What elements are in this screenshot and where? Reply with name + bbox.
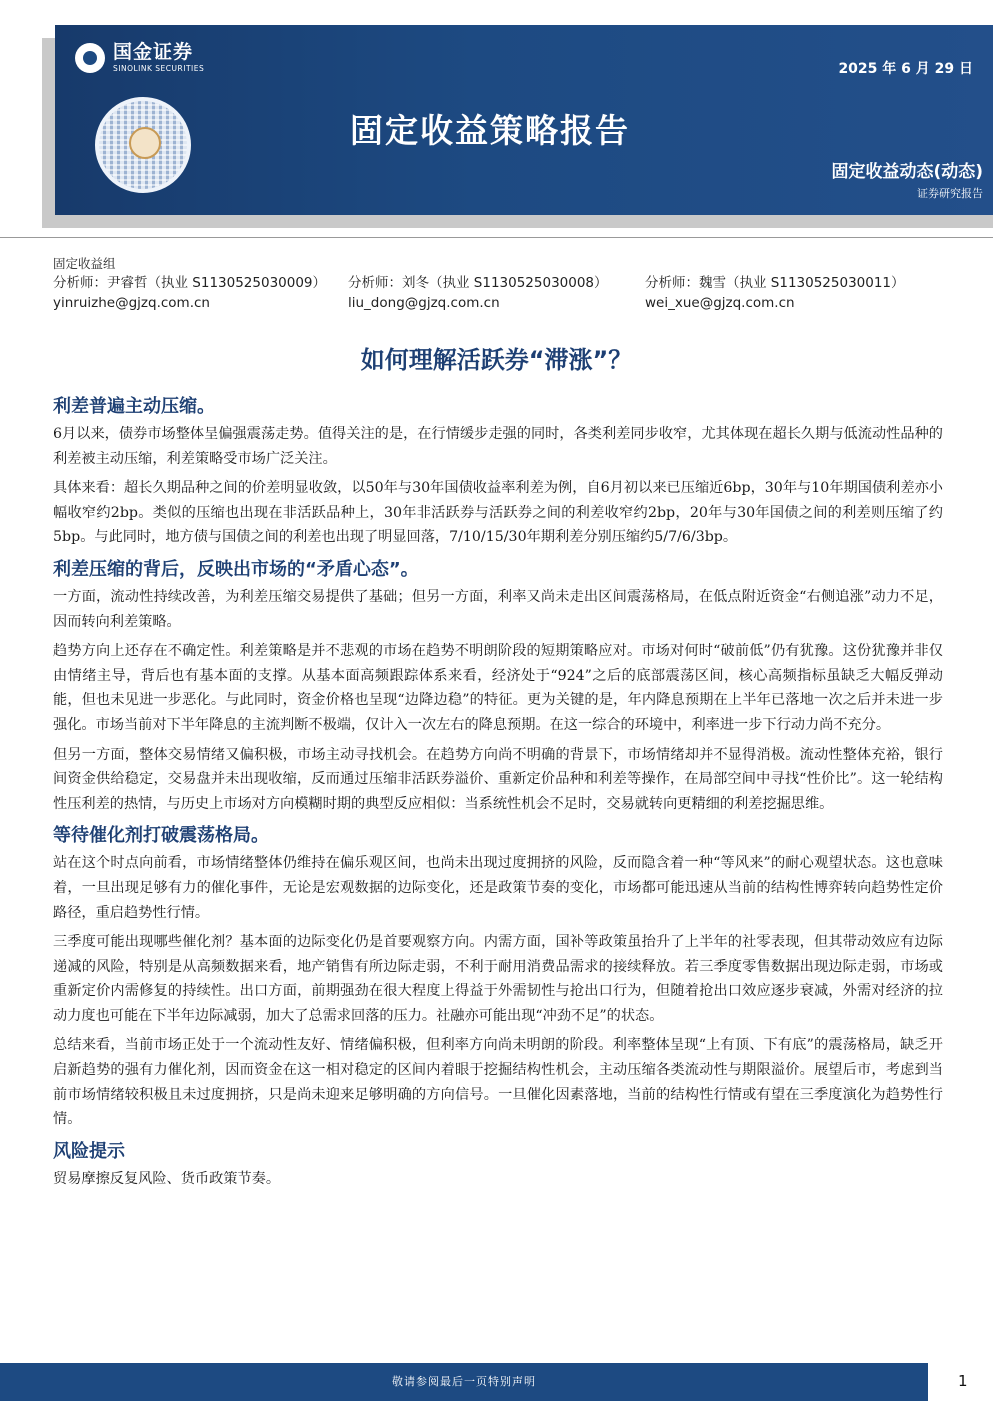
report-sub: 证券研究报告 xyxy=(917,187,983,200)
report-date: 2025 年 6 月 29 日 xyxy=(838,61,973,77)
paragraph: 总结来看，当前市场正处于一个流动性友好、情绪偏积极，但利率方向尚未明朗的阶段。利率整体呈现“上有顶、下有底”的震荡格局，缺乏开启新趋势的强有力催化剂，因而资金在这一相对稳定的区间内着眼于挖掘结构性机会，主动压缩各类流动性与期限溢价。展望后市，考虑到当前市场情绪较积极且未过度拥挤，只是尚未迎来足够明确的方向信号。一旦催化因素落地，当前的结构性行情或有望在三季度演化为趋势性行情。 xyxy=(53,1037,943,1128)
paragraph: 贸易摩擦反复风险、货币政策节奏。 xyxy=(53,1170,281,1187)
section-heading: 等待催化剂打破震荡格局。 xyxy=(53,825,269,847)
analyst-email: wei_xue@gjzq.com.cn xyxy=(645,295,795,311)
section-heading: 利差普遍主动压缩。 xyxy=(53,396,215,417)
paragraph: 趋势方向上还存在不确定性。利差策略是并不悲观的市场在趋势不明朗阶段的短期策略应对。市场对何时“破前低”仍有犹豫。这份犹豫并非仅由情绪主导，背后也有基本面的支撑。从基本面高频跟踪体系来看，经济处于“924”之后的底部震荡区间，核心高频指标虽缺乏大幅反弹动能，但也未见进一步恶化。与此同时，资金价格也呈现“边降边稳”的特征。更为关键的是，年内降息预期在上半年已落地一次之后并未进一步强化。市场当前对下半年降息的主流判断不极端，仅计入一次左右的降息预期。在这一综合的环境中，利率进一步下行动力尚不充分。 xyxy=(53,643,943,733)
analyst-1 xyxy=(53,273,326,313)
section-heading: 风险提示 xyxy=(53,1140,125,1162)
section-heading: 利差压缩的背后，反映出市场的“矛盾心态”。 xyxy=(53,558,419,580)
header-banner xyxy=(55,25,993,215)
company-logo xyxy=(75,43,204,73)
paragraph: 具体来看：超长久期品种之间的价差明显收敛，以50年与30年国债收益率利差为例，自6月初以来已压缩近6bp，30年与10年期国债利差亦小幅收窄约2bp。类似的压缩也出现在非活跃品种上，30年非活跃券与活跃券之间的利差收窄约2bp，20年与30年国债之间的利差则压缩了约5bp。与此同时，地方债与国债之间的利差也出现了明显回落，7/10/15/30年期利差分别压缩约5/7/6/3bp。 xyxy=(53,480,943,546)
analyst-email: yinruizhe@gjzq.com.cn xyxy=(53,295,210,311)
paragraph: 一方面，流动性持续改善，为利差压缩交易提供了基础；但另一方面，利率又尚未走出区间震荡格局，在低点附近资金“右侧追涨”动力不足，因而转向利差策略。 xyxy=(53,588,943,630)
analyst-3 xyxy=(645,273,905,313)
paragraph: 6月以来，债券市场整体呈偏强震荡走势。值得关注的是，在行情缓步走强的同时，各类利差同步收窄，尤其体现在超长久期与低流动性品种的利差被主动压缩，利差策略受市场广泛关注。 xyxy=(53,426,943,467)
footer-notice: 敬请参阅最后一页特别声明 xyxy=(392,1375,536,1388)
analyst-email: liu_dong@gjzq.com.cn xyxy=(348,295,500,311)
logo-en: SINOLINK SECURITIES xyxy=(113,64,205,74)
header-divider xyxy=(0,237,993,238)
analyst-label: 分析师：刘冬（执业 S1130525030008） xyxy=(348,275,608,291)
qr-center-icon xyxy=(129,127,161,159)
logo-cn: 国金证券 xyxy=(113,41,194,64)
report-type: 固定收益动态(动态) xyxy=(831,162,983,182)
qr-code-icon xyxy=(95,97,191,193)
paragraph: 站在这个时点向前看，市场情绪整体仍维持在偏乐观区间，也尚未出现过度拥挤的风险，反而隐含着一种“等风来”的耐心观望状态。这也意味着，一旦出现足够有力的催化事件，无论是宏观数据的边际变化，还是政策节奏的变化，市场都可能迅速从当前的结构性博弈转向趋势性定价路径，重启趋势性行情。 xyxy=(53,855,943,921)
team-group: 固定收益组 xyxy=(53,256,116,271)
logo-icon xyxy=(75,43,105,73)
report-body xyxy=(53,392,943,1196)
page-number: 1 xyxy=(958,1372,968,1390)
report-title: 固定收益策略报告 xyxy=(350,111,630,150)
analyst-2 xyxy=(348,273,608,313)
paragraph: 三季度可能出现哪些催化剂？基本面的边际变化仍是首要观察方向。内需方面，国补等政策虽抬升了上半年的社零表现，但其带动效应有边际递减的风险，特别是从高频数据来看，地产销售有所边际走弱，不利于耐用消费品需求的接续释放。若三季度零售数据出现边际走弱，市场或重新定价内需修复的持续性。出口方面，前期强劲在很大程度上得益于外需韧性与抢出口行为，但随着抢出口效应逐步衰减，外需对经济的拉动力度也可能在下半年边际减弱，加大了总需求回落的压力。社融亦可能出现“冲劲不足”的状态。 xyxy=(53,934,943,1024)
analyst-label: 分析师：尹睿哲（执业 S1130525030009） xyxy=(53,275,327,291)
document-title: 如何理解活跃券“滞涨”？ xyxy=(360,346,633,374)
analyst-label: 分析师：魏雪（执业 S1130525030011） xyxy=(645,275,905,291)
paragraph: 但另一方面，整体交易情绪又偏积极，市场主动寻找机会。在趋势方向尚不明确的背景下，市场情绪却并不显得消极。流动性整体充裕，银行间资金供给稳定，交易盘并未出现收缩，反而通过压缩非活跃券溢价、重新定价品种和利差等操作，在局部空间中寻找“性价比”。这一轮结构性压利差的热情，与历史上市场对方向模糊时期的典型反应相似：当系统性机会不足时，交易就转向更精细的利差挖掘思维。 xyxy=(53,746,943,812)
